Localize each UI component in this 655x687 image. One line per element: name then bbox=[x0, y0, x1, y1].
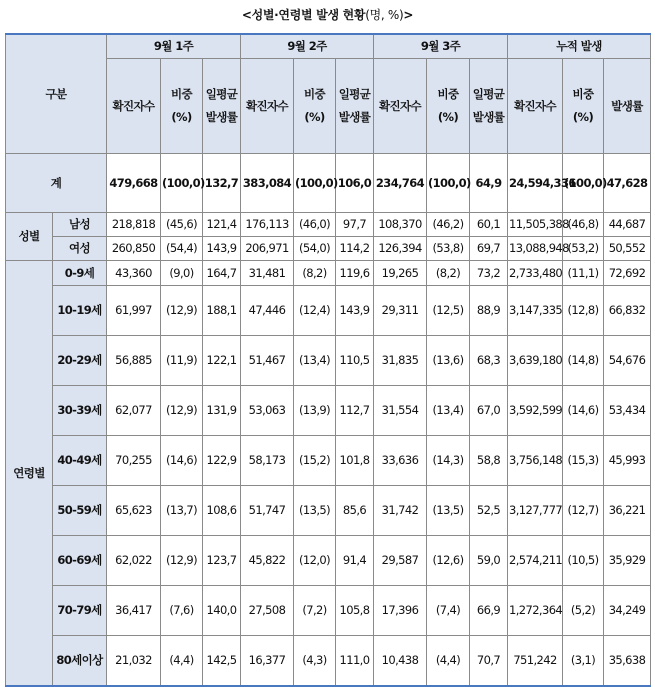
table-cell: (14,6) bbox=[161, 436, 203, 486]
age-row bbox=[6, 336, 651, 386]
table-cell: 47,628 bbox=[604, 154, 651, 213]
table-cell: 64,9 bbox=[470, 154, 508, 213]
table-cell: (14,6) bbox=[563, 386, 604, 436]
table-cell: (12,9) bbox=[161, 536, 203, 586]
table-cell: (4,4) bbox=[427, 636, 470, 687]
age-row bbox=[6, 261, 651, 286]
table-cell: (53,8) bbox=[427, 237, 470, 261]
table-cell: 11,505,388 bbox=[508, 213, 563, 237]
table-cell: (13,9) bbox=[294, 386, 336, 436]
table-cell: (8,2) bbox=[427, 261, 470, 286]
table-cell: (14,8) bbox=[563, 336, 604, 386]
table-cell: 106,0 bbox=[336, 154, 374, 213]
table-cell: 36,221 bbox=[604, 486, 651, 536]
row-label: 여성 bbox=[53, 237, 107, 261]
table-cell: 176,113 bbox=[241, 213, 294, 237]
age-row bbox=[6, 586, 651, 636]
group-header: 구분 bbox=[6, 34, 107, 154]
table-cell: 53,434 bbox=[604, 386, 651, 436]
table-cell: 206,971 bbox=[241, 237, 294, 261]
table-cell: (12,9) bbox=[161, 386, 203, 436]
table-cell: 47,446 bbox=[241, 286, 294, 336]
table-cell: (14,3) bbox=[427, 436, 470, 486]
gender-row bbox=[6, 213, 651, 237]
table-cell: 164,7 bbox=[203, 261, 241, 286]
row-label: 20-29세 bbox=[53, 336, 107, 386]
table-cell: (11,1) bbox=[563, 261, 604, 286]
table-cell: 52,5 bbox=[470, 486, 508, 536]
table-cell: 58,173 bbox=[241, 436, 294, 486]
table-cell: 31,554 bbox=[374, 386, 427, 436]
table-cell: 17,396 bbox=[374, 586, 427, 636]
table-cell: (12,7) bbox=[563, 486, 604, 536]
table-cell: 24,594,336 bbox=[508, 154, 563, 213]
table-cell: (8,2) bbox=[294, 261, 336, 286]
table-cell: (13,5) bbox=[427, 486, 470, 536]
table-cell: (7,6) bbox=[161, 586, 203, 636]
table-cell: 3,639,180 bbox=[508, 336, 563, 386]
table-cell: (3,1) bbox=[563, 636, 604, 687]
table-cell: (13,4) bbox=[294, 336, 336, 386]
table-cell: 119,6 bbox=[336, 261, 374, 286]
age-row bbox=[6, 636, 651, 687]
table-cell: 91,4 bbox=[336, 536, 374, 586]
table-cell: (5,2) bbox=[563, 586, 604, 636]
table-cell: 29,311 bbox=[374, 286, 427, 336]
table-cell: (13,7) bbox=[161, 486, 203, 536]
row-label: 0-9세 bbox=[53, 261, 107, 286]
table-cell: 101,8 bbox=[336, 436, 374, 486]
table-cell: (13,6) bbox=[427, 336, 470, 386]
table-cell: 36,417 bbox=[107, 586, 161, 636]
table-cell: 34,249 bbox=[604, 586, 651, 636]
table-cell: (12,6) bbox=[427, 536, 470, 586]
table-cell: 140,0 bbox=[203, 586, 241, 636]
table-cell: (46,2) bbox=[427, 213, 470, 237]
table-cell: 85,6 bbox=[336, 486, 374, 536]
table-cell: 43,360 bbox=[107, 261, 161, 286]
period-header: 누적 발생 bbox=[508, 34, 651, 59]
table-cell: 62,022 bbox=[107, 536, 161, 586]
table-cell: 479,668 bbox=[107, 154, 161, 213]
table-cell: 67,0 bbox=[470, 386, 508, 436]
table-cell: 132,7 bbox=[203, 154, 241, 213]
age-row bbox=[6, 386, 651, 436]
table-cell: 54,676 bbox=[604, 336, 651, 386]
table-cell: (4,3) bbox=[294, 636, 336, 687]
table-cell: 383,084 bbox=[241, 154, 294, 213]
table-cell: 126,394 bbox=[374, 237, 427, 261]
table-cell: 31,742 bbox=[374, 486, 427, 536]
table-cell: (4,4) bbox=[161, 636, 203, 687]
table-cell: 105,8 bbox=[336, 586, 374, 636]
sub-header: 확진자수 bbox=[508, 59, 563, 154]
row-label: 50-59세 bbox=[53, 486, 107, 536]
age-group-label: 연령별 bbox=[6, 261, 53, 687]
table-cell: 114,2 bbox=[336, 237, 374, 261]
table-cell: (7,2) bbox=[294, 586, 336, 636]
table-cell: (53,2) bbox=[563, 237, 604, 261]
table-cell: 111,0 bbox=[336, 636, 374, 687]
table-cell: (54,4) bbox=[161, 237, 203, 261]
table-cell: (100,0) bbox=[563, 154, 604, 213]
table-cell: (12,4) bbox=[294, 286, 336, 336]
period-header: 9월 3주 bbox=[374, 34, 508, 59]
table-cell: 27,508 bbox=[241, 586, 294, 636]
caption-title: <성별·연령별 발생 현황 bbox=[241, 8, 366, 22]
table-cell: 51,747 bbox=[241, 486, 294, 536]
gender-row bbox=[6, 237, 651, 261]
table-cell: (15,2) bbox=[294, 436, 336, 486]
period-header-row bbox=[6, 34, 651, 59]
table-cell: 70,255 bbox=[107, 436, 161, 486]
caption-close: > bbox=[403, 8, 414, 22]
table-cell: 35,638 bbox=[604, 636, 651, 687]
sub-header: 비중(%) bbox=[294, 59, 336, 154]
age-row bbox=[6, 436, 651, 486]
row-label: 60-69세 bbox=[53, 536, 107, 586]
table-cell: (46,0) bbox=[294, 213, 336, 237]
table-cell: (100,0) bbox=[161, 154, 203, 213]
sub-header: 확진자수 bbox=[241, 59, 294, 154]
table-cell: 33,636 bbox=[374, 436, 427, 486]
table-cell: 70,7 bbox=[470, 636, 508, 687]
sub-header: 비중(%) bbox=[161, 59, 203, 154]
table-caption bbox=[0, 6, 655, 23]
age-row bbox=[6, 486, 651, 536]
table-cell: (15,3) bbox=[563, 436, 604, 486]
age-row bbox=[6, 286, 651, 336]
table-cell: 21,032 bbox=[107, 636, 161, 687]
table-cell: 260,850 bbox=[107, 237, 161, 261]
table-cell: 3,127,777 bbox=[508, 486, 563, 536]
table-cell: 68,3 bbox=[470, 336, 508, 386]
sub-header: 일평균발생률 bbox=[336, 59, 374, 154]
table-cell: 65,623 bbox=[107, 486, 161, 536]
age-section bbox=[6, 261, 651, 687]
table-cell: 31,835 bbox=[374, 336, 427, 386]
table-cell: 3,592,599 bbox=[508, 386, 563, 436]
table-cell: 51,467 bbox=[241, 336, 294, 386]
table-cell: 59,0 bbox=[470, 536, 508, 586]
period-header: 9월 2주 bbox=[241, 34, 374, 59]
sub-header: 일평균발생률 bbox=[203, 59, 241, 154]
table-cell: (12,5) bbox=[427, 286, 470, 336]
table-cell: 751,242 bbox=[508, 636, 563, 687]
table-cell: 53,063 bbox=[241, 386, 294, 436]
table-cell: 31,481 bbox=[241, 261, 294, 286]
stats-table bbox=[5, 33, 651, 687]
table-cell: (12,0) bbox=[294, 536, 336, 586]
row-label: 남성 bbox=[53, 213, 107, 237]
table-cell: 2,733,480 bbox=[508, 261, 563, 286]
table-cell: (12,8) bbox=[563, 286, 604, 336]
table-cell: 112,7 bbox=[336, 386, 374, 436]
table-cell: 97,7 bbox=[336, 213, 374, 237]
table-cell: 61,997 bbox=[107, 286, 161, 336]
table-cell: 110,5 bbox=[336, 336, 374, 386]
table-cell: 1,272,364 bbox=[508, 586, 563, 636]
table-cell: 19,265 bbox=[374, 261, 427, 286]
table-cell: 234,764 bbox=[374, 154, 427, 213]
sub-header: 발생률 bbox=[604, 59, 651, 154]
sub-header: 확진자수 bbox=[107, 59, 161, 154]
table-cell: 122,9 bbox=[203, 436, 241, 486]
table-cell: (100,0) bbox=[427, 154, 470, 213]
age-row bbox=[6, 536, 651, 586]
table-cell: 3,147,335 bbox=[508, 286, 563, 336]
row-label: 40-49세 bbox=[53, 436, 107, 486]
table-cell: 45,993 bbox=[604, 436, 651, 486]
table-cell: 122,1 bbox=[203, 336, 241, 386]
table-cell: 50,552 bbox=[604, 237, 651, 261]
table-cell: 69,7 bbox=[470, 237, 508, 261]
table-cell: 44,687 bbox=[604, 213, 651, 237]
table-cell: 143,9 bbox=[203, 237, 241, 261]
table-cell: (10,5) bbox=[563, 536, 604, 586]
row-label: 30-39세 bbox=[53, 386, 107, 436]
table-cell: 29,587 bbox=[374, 536, 427, 586]
table-cell: 3,756,148 bbox=[508, 436, 563, 486]
row-label: 80세이상 bbox=[53, 636, 107, 687]
table-cell: 88,9 bbox=[470, 286, 508, 336]
gender-group-label: 성별 bbox=[6, 213, 53, 261]
table-cell: 62,077 bbox=[107, 386, 161, 436]
table-cell: 56,885 bbox=[107, 336, 161, 386]
caption-unit: (명, %) bbox=[365, 8, 404, 22]
table-cell: (12,9) bbox=[161, 286, 203, 336]
row-label: 10-19세 bbox=[53, 286, 107, 336]
table-cell: 16,377 bbox=[241, 636, 294, 687]
table-cell: (100,0) bbox=[294, 154, 336, 213]
table-cell: 188,1 bbox=[203, 286, 241, 336]
table-cell: 121,4 bbox=[203, 213, 241, 237]
table-cell: 66,9 bbox=[470, 586, 508, 636]
table-cell: 123,7 bbox=[203, 536, 241, 586]
sub-header: 비중(%) bbox=[563, 59, 604, 154]
period-header: 9월 1주 bbox=[107, 34, 241, 59]
table-cell: (9,0) bbox=[161, 261, 203, 286]
table-cell: 35,929 bbox=[604, 536, 651, 586]
table-cell: (11,9) bbox=[161, 336, 203, 386]
table-cell: 142,5 bbox=[203, 636, 241, 687]
sub-header: 비중(%) bbox=[427, 59, 470, 154]
table-cell: 10,438 bbox=[374, 636, 427, 687]
table-cell: (54,0) bbox=[294, 237, 336, 261]
table-cell: 45,822 bbox=[241, 536, 294, 586]
table-cell: 72,692 bbox=[604, 261, 651, 286]
table-cell: 131,9 bbox=[203, 386, 241, 436]
table-cell: (13,4) bbox=[427, 386, 470, 436]
table-cell: 143,9 bbox=[336, 286, 374, 336]
table-cell: 13,088,948 bbox=[508, 237, 563, 261]
table-cell: 66,832 bbox=[604, 286, 651, 336]
table-cell: 2,574,211 bbox=[508, 536, 563, 586]
table-cell: 218,818 bbox=[107, 213, 161, 237]
table-cell: 60,1 bbox=[470, 213, 508, 237]
table-cell: (7,4) bbox=[427, 586, 470, 636]
total-row bbox=[6, 154, 651, 213]
table-cell: 58,8 bbox=[470, 436, 508, 486]
table-cell: 108,6 bbox=[203, 486, 241, 536]
total-label: 계 bbox=[6, 154, 107, 213]
table-cell: (13,5) bbox=[294, 486, 336, 536]
table-cell: (45,6) bbox=[161, 213, 203, 237]
table-cell: (46,8) bbox=[563, 213, 604, 237]
sub-header: 일평균발생률 bbox=[470, 59, 508, 154]
table-cell: 108,370 bbox=[374, 213, 427, 237]
table-cell: 73,2 bbox=[470, 261, 508, 286]
row-label: 70-79세 bbox=[53, 586, 107, 636]
sub-header: 확진자수 bbox=[374, 59, 427, 154]
